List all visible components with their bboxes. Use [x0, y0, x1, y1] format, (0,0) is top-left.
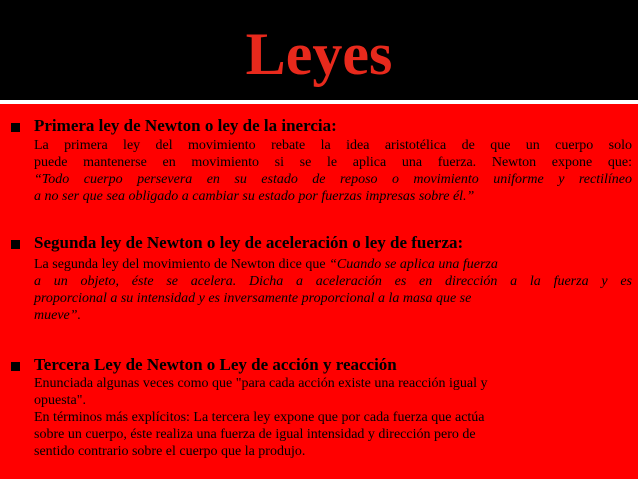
square-bullet-icon — [11, 362, 20, 371]
quote-text: mueve”. — [34, 308, 82, 323]
quote-text: “Todo cuerpo persevera en su estado de reposo o movimiento uniforme y rectilíneo — [34, 172, 632, 187]
body-line — [34, 188, 632, 205]
section-body — [34, 137, 632, 205]
body-line: puede mantenerse en movimiento si se le aplica una fuerza. Newton expone que: — [34, 155, 632, 170]
section-heading: Primera ley de Newton o ley de la inercia: — [34, 116, 337, 135]
quote-text: a no ser que sea obligado a cambiar su estado por fuerzas impresas sobre él.” — [34, 189, 475, 204]
body-line: opuesta". — [34, 393, 86, 408]
quote-text: a un objeto, éste se acelera. Dicha a aceleración es en dirección a la fuerza y es — [34, 274, 632, 289]
plain-text: La segunda ley del movimiento de Newton dice que — [34, 257, 330, 272]
body-line — [34, 171, 632, 188]
body-line: La primera ley del movimiento rebate la idea aristotélica de que un cuerpo solo — [34, 138, 632, 153]
body-line — [34, 256, 632, 273]
section-heading: Segunda ley de Newton o ley de aceleración o ley de fuerza: — [34, 233, 464, 252]
section-heading: Tercera Ley de Newton o Ley de acción y reacción — [34, 355, 397, 374]
title-band — [0, 0, 638, 104]
body-line: Enunciada algunas veces como que "para cada acción existe una reacción igual y — [34, 376, 488, 391]
section-body — [34, 375, 632, 460]
quote-text: “Cuando se aplica una fuerza — [329, 257, 498, 272]
slide-title: Leyes — [245, 21, 393, 87]
body-line: sobre un cuerpo, éste realiza una fuerza de igual intensidad y dirección pero de — [34, 427, 476, 442]
body-line: En términos más explícitos: La tercera ley expone que por cada fuerza que actúa — [34, 410, 485, 425]
square-bullet-icon — [11, 123, 20, 132]
section-body — [34, 256, 632, 324]
body-line: sentido contrario sobre el cuerpo que la produjo. — [34, 444, 306, 459]
body-line — [34, 290, 632, 307]
body-line — [34, 273, 632, 290]
quote-text: proporcional a su intensidad y es inversamente proporcional a la masa que se — [34, 291, 472, 306]
body-line — [34, 307, 632, 324]
square-bullet-icon — [11, 240, 20, 249]
content-panel — [0, 104, 638, 479]
